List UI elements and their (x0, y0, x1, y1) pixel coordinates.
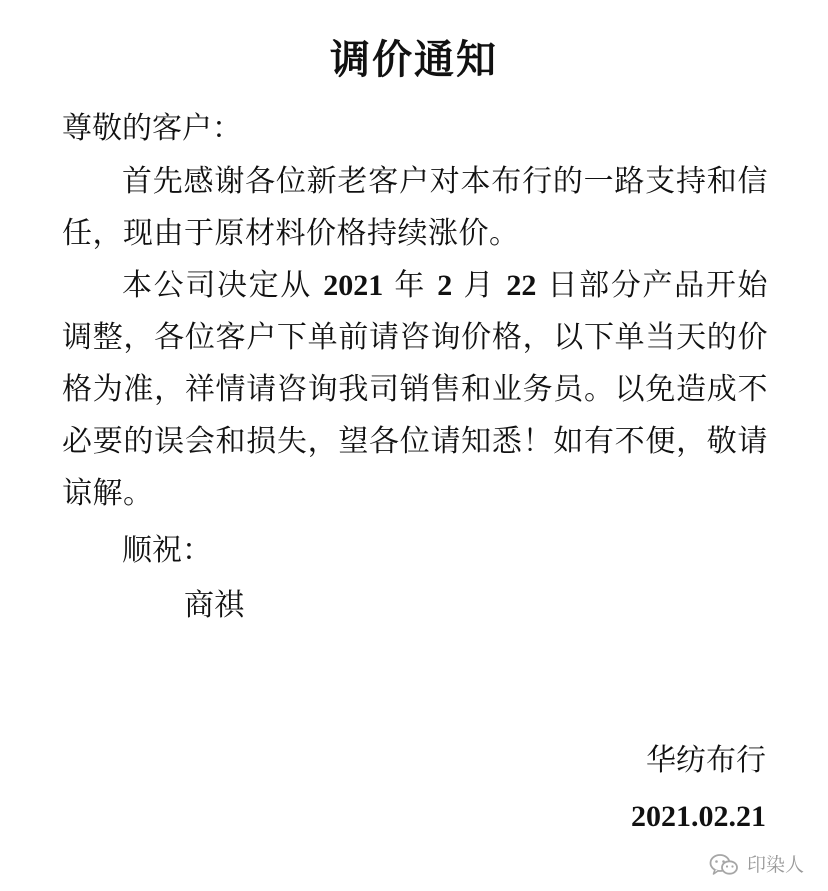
notice-date: 2021.02.21 (631, 800, 766, 833)
paragraph-thanks: 首先感谢各位新老客户对本布行的一路支持和信任，现由于原材料价格持续涨价。 (62, 164, 768, 251)
salutation: 尊敬的客户： (62, 111, 242, 146)
paragraph-text: 日部分产品开始调整，各位客户下单前请咨询价格，以下单当天的价格为准，祥情请咨询我司销售和业务员。以免造成不必要的误会和损失，望各位请知悉！如有不便，敬请谅解。 (62, 268, 768, 511)
company-signature: 华纺布行 (646, 743, 766, 778)
paragraph-text: 本公司决定从 (122, 268, 324, 303)
paragraph-text: 月 (452, 268, 507, 303)
closing-wish: 商祺 (184, 588, 244, 623)
paragraph-price-adjustment (62, 260, 768, 520)
watermark (709, 853, 804, 877)
notice-title: 调价通知 (330, 37, 498, 83)
effective-year: 2021 (323, 269, 384, 302)
closing-greeting: 顺祝： (122, 533, 212, 568)
paragraph-text: 年 (383, 268, 438, 303)
wechat-icon (709, 853, 739, 877)
effective-month: 2 (437, 269, 453, 302)
effective-day: 22 (506, 269, 537, 302)
watermark-label: 印染人 (746, 854, 804, 876)
